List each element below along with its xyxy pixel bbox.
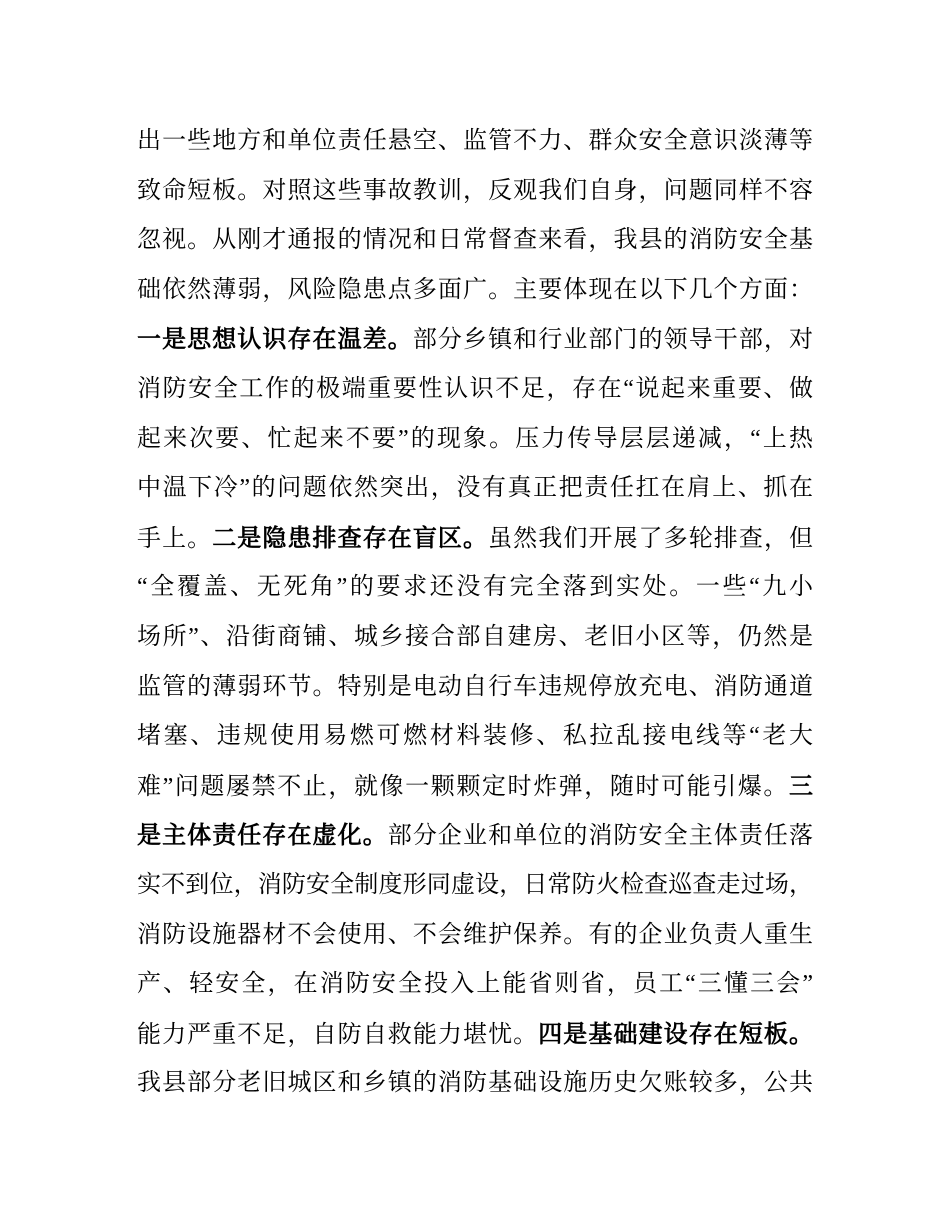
- text-line: [137, 811, 813, 861]
- body-paragraph: [137, 117, 813, 1109]
- text-segment: 产、轻安全，在消防安全投入上能省则省，员工“三懂三会”: [137, 971, 813, 998]
- text-line: [137, 415, 813, 465]
- text-line: [137, 712, 813, 762]
- bold-heading-segment: 四是基础建设存在短板。: [538, 1020, 814, 1048]
- text-line: [137, 663, 813, 713]
- text-segment: 部分乡镇和行业部门的领导干部，对: [412, 327, 814, 354]
- text-segment: 监管的薄弱环节。特别是电动自行车违规停放充电、消防通道: [137, 673, 813, 700]
- text-segment: “全覆盖、无死角”的要求还没有完全落到实处。一些“九小: [137, 574, 813, 601]
- text-segment: 致命短板。对照这些事故教训，反观我们自身，问题同样不容: [137, 177, 813, 204]
- text-segment: 起来次要、忙起来不要”的现象。压力传导层层递减，“上热: [137, 425, 813, 452]
- bold-heading-segment: 一是思想认识存在温差。: [137, 326, 413, 354]
- text-segment: 中温下冷”的问题依然突出，没有真正把责任扛在肩上、抓在: [137, 475, 813, 502]
- text-line: [137, 117, 813, 167]
- text-line: [137, 216, 813, 266]
- text-segment: 部分企业和单位的消防安全主体责任落: [387, 823, 814, 850]
- text-line: [137, 514, 813, 564]
- text-line: [137, 315, 813, 365]
- text-segment: 实不到位，消防安全制度形同虚设，日常防火检查巡查走过场，: [137, 871, 813, 898]
- text-line: [137, 167, 813, 217]
- text-line: [137, 464, 813, 514]
- text-line: [137, 563, 813, 613]
- bold-heading-segment: 二是隐患排查存在盲区。: [212, 524, 489, 552]
- text-segment: 消防设施器材不会使用、不会维护保养。有的企业负责人重生: [137, 921, 813, 948]
- bold-heading-segment: 是主体责任存在虚化。: [137, 822, 388, 850]
- text-segment: 础依然薄弱，风险隐患点多面广。主要体现在以下几个方面：: [137, 276, 813, 303]
- text-line: [137, 1010, 813, 1060]
- text-line: [137, 861, 813, 911]
- text-segment: 虽然我们开展了多轮排查，但: [488, 525, 814, 552]
- text-segment: 堵塞、违规使用易燃可燃材料装修、私拉乱接电线等“老大: [137, 723, 813, 750]
- text-line: [137, 960, 813, 1010]
- bold-heading-segment: 三: [789, 772, 813, 800]
- text-line: [137, 911, 813, 961]
- text-line: [137, 613, 813, 663]
- text-segment: 手上。: [137, 525, 213, 552]
- text-segment: 难”问题屡禁不止，就像一颗颗定时炸弹，随时可能引爆。: [137, 773, 789, 800]
- text-segment: 我县部分老旧城区和乡镇的消防基础设施历史欠账较多，公共: [137, 1070, 813, 1097]
- text-line: [137, 762, 813, 812]
- text-segment: 消防安全工作的极端重要性认识不足，存在“说起来重要、做: [137, 375, 813, 402]
- text-line: [137, 266, 813, 316]
- text-segment: 忽视。从刚才通报的情况和日常督查来看，我县的消防安全基: [137, 227, 813, 254]
- text-line: [137, 1059, 813, 1109]
- text-segment: 能力严重不足，自防自救能力堪忧。: [137, 1021, 539, 1048]
- text-line: [137, 365, 813, 415]
- text-segment: 出一些地方和单位责任悬空、监管不力、群众安全意识淡薄等: [137, 128, 813, 154]
- text-segment: 场所”、沿街商铺、城乡接合部自建房、老旧小区等，仍然是: [137, 623, 813, 650]
